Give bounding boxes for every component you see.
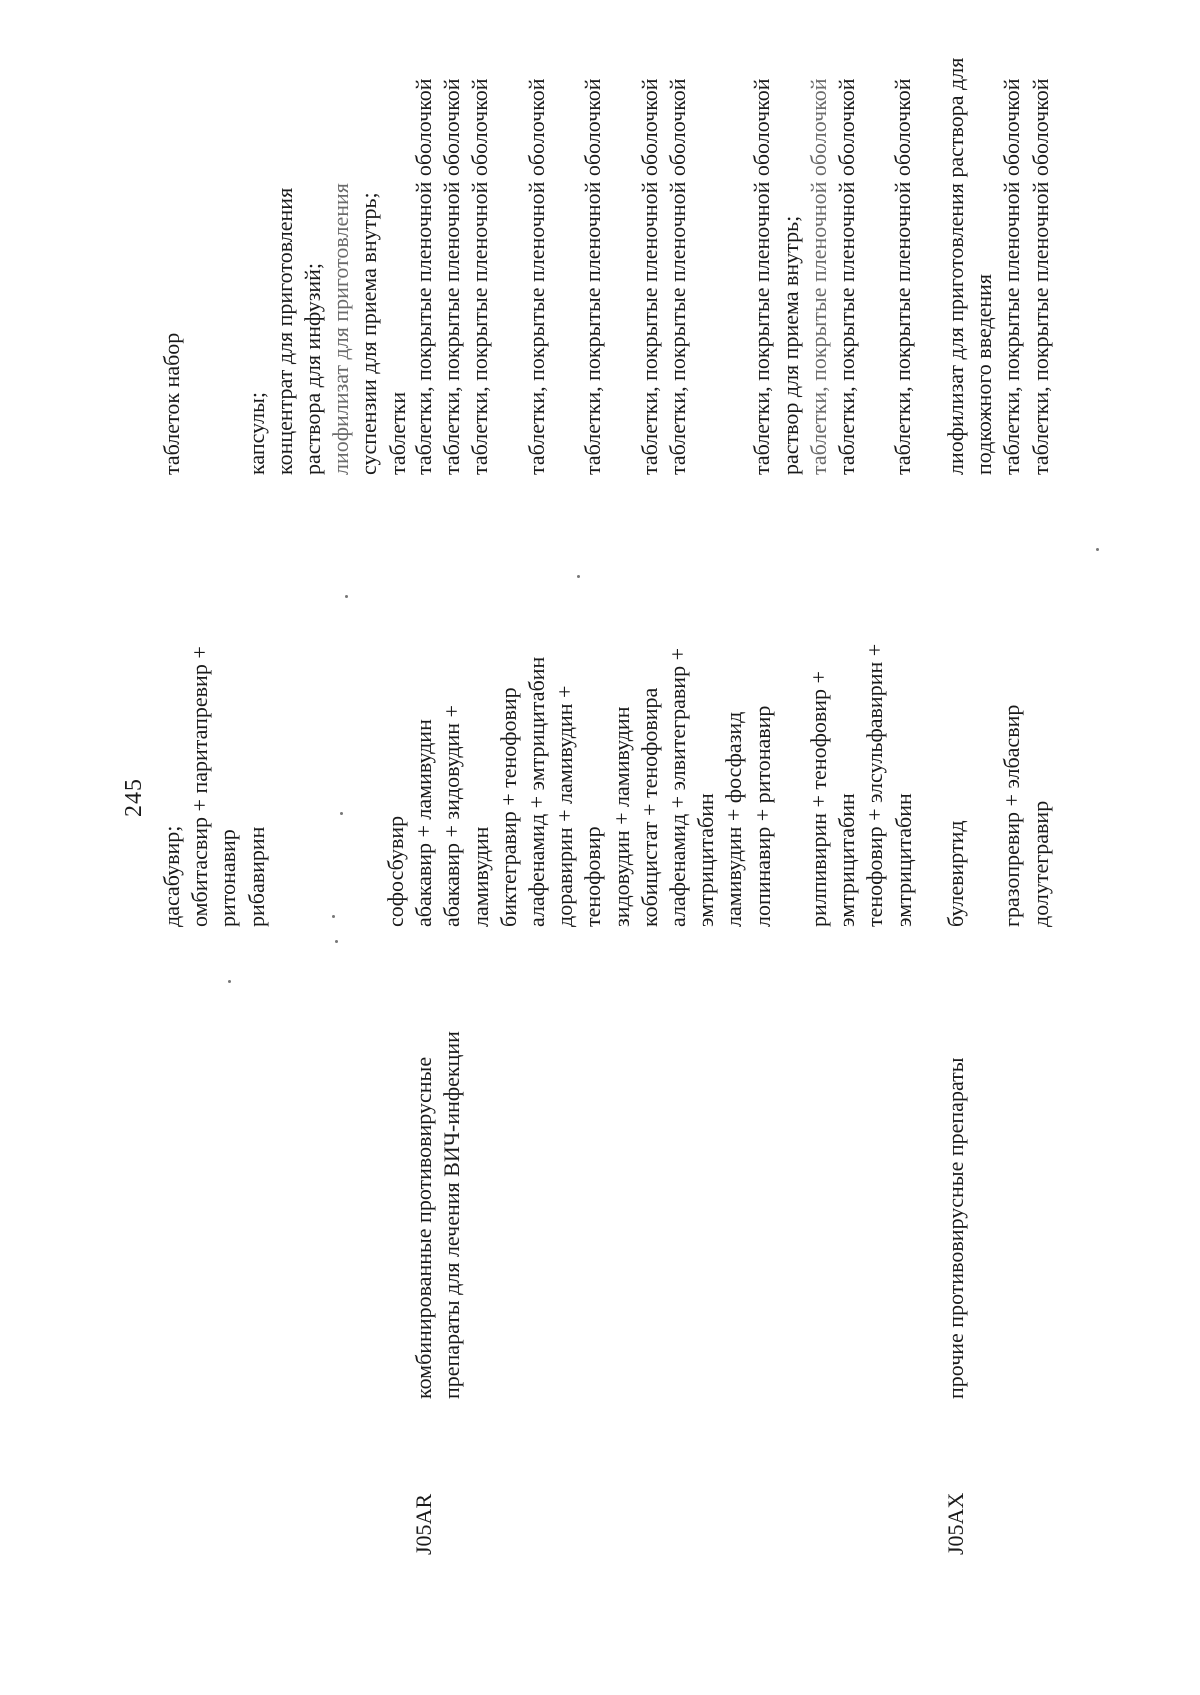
inn-line: дасабувир; xyxy=(159,825,184,927)
inn-cell xyxy=(158,497,271,927)
group-line: комбинированные противовирусные xyxy=(411,1056,436,1399)
inn-line: доравирин + ламивудин + xyxy=(552,685,578,927)
form-line: раствор для приема внутрь; xyxy=(777,215,803,475)
form-line: лиофилизат для приготовления xyxy=(328,183,354,475)
form-line xyxy=(692,0,720,475)
form-line: таблетки, покрытые пленочной оболочкой xyxy=(749,78,775,475)
form-line: таблетки, покрытые пленочной оболочкой xyxy=(664,78,690,475)
inn-line: абакавир + зидовудин + xyxy=(439,705,465,927)
inn-cell xyxy=(383,497,918,927)
form-line xyxy=(551,0,579,475)
inn-line: гразопревир + элбасвир xyxy=(999,704,1025,927)
inn-line: алафенамид + эмтрицитабин xyxy=(524,656,550,927)
inn-line: тенофовир xyxy=(580,826,606,927)
dosage-form-cell xyxy=(158,0,412,475)
form-line: таблеток набор xyxy=(159,332,184,475)
dosage-form-cell xyxy=(942,0,1055,475)
inn-line: алафенамид + элвитегравир + xyxy=(665,648,691,927)
inn-line: зидовудин + ламивудин xyxy=(608,706,634,927)
inn-line: ламивудин + фосфазид xyxy=(721,711,747,927)
group-line: прочие противовирусные препараты xyxy=(943,1057,968,1399)
form-line: таблетки, покрытые пленочной оболочкой xyxy=(580,78,606,475)
form-line xyxy=(720,0,748,475)
group-line: препараты для лечения ВИЧ-инфекции xyxy=(439,1031,465,1399)
form-line: подкожного введения xyxy=(971,273,997,475)
inn-line: эмтрицитабин xyxy=(890,793,916,927)
form-line: раствора для инфузий; xyxy=(300,262,326,475)
scan-speck xyxy=(577,575,580,578)
inn-line: рилпивирин + тенофовир + xyxy=(806,671,832,927)
pharmacological-group xyxy=(410,949,466,1399)
inn-line: абакавир + ламивудин xyxy=(411,719,437,927)
form-line: таблетки, покрытые пленочной оболочкой xyxy=(467,78,493,475)
atc-code: J05AX xyxy=(943,1492,968,1555)
scan-speck xyxy=(1096,548,1099,551)
inn-line: долутегравир xyxy=(1027,800,1053,927)
form-line xyxy=(861,0,889,475)
form-line: таблетки, покрытые пленочной оболочкой xyxy=(1027,78,1053,475)
inn-line: рибавирин xyxy=(243,826,269,927)
form-line: таблетки, покрытые пленочной оболочкой xyxy=(411,78,436,475)
scan-speck xyxy=(228,980,231,983)
form-line: таблетки, покрытые пленочной оболочкой xyxy=(439,78,465,475)
inn-line xyxy=(777,497,805,927)
form-line xyxy=(607,0,635,475)
inn-line: ламивудин xyxy=(467,826,493,927)
form-line xyxy=(186,0,214,475)
inn-line: кобицистат + тенофовира xyxy=(636,687,662,927)
page-number: 245 xyxy=(121,778,147,817)
scan-speck xyxy=(340,812,343,815)
form-line: лиофилизат для приготовления раствора для xyxy=(943,57,968,475)
inn-line: булевиртид xyxy=(943,820,968,927)
scan-speck xyxy=(335,940,338,943)
inn-line xyxy=(970,497,998,927)
inn-line: эмтрицитабин xyxy=(693,793,719,927)
form-line: таблетки, покрытые пленочной оболочкой xyxy=(523,78,549,475)
form-line: таблетки, покрытые пленочной оболочкой xyxy=(636,78,662,475)
form-line: таблетки, покрытые пленочной оболочкой xyxy=(805,78,831,475)
scan-speck xyxy=(345,595,348,598)
inn-line: тенофовир + элсульфавирин + xyxy=(862,643,888,927)
form-line: суспензии для приема внутрь; xyxy=(356,192,382,475)
form-line: таблетки, покрытые пленочной оболочкой xyxy=(999,78,1025,475)
inn-line: ритонавир xyxy=(215,829,241,927)
rotated-table-content xyxy=(0,57,1200,1695)
inn-line: биктегравир + тенофовир xyxy=(495,687,521,927)
dosage-form-cell xyxy=(410,0,946,475)
inn-cell xyxy=(942,497,1055,927)
inn-line: омбитасвир + паритапревир + xyxy=(187,646,213,927)
pharmacological-group xyxy=(942,949,970,1399)
scan-speck xyxy=(332,915,335,918)
form-line: таблетки, покрытые пленочной оболочкой xyxy=(890,78,916,475)
inn-line: эмтрицитабин xyxy=(834,793,860,927)
form-line xyxy=(495,0,523,475)
atc-code: J05AR xyxy=(411,1493,436,1555)
form-line: концентрат для приготовления xyxy=(271,187,297,475)
form-line: таблетки xyxy=(384,391,410,475)
inn-line: софосбувир xyxy=(383,815,408,927)
form-line: капсулы; xyxy=(243,392,269,475)
form-line: таблетки, покрытые пленочной оболочкой xyxy=(834,78,860,475)
inn-line: лопинавир + ритонавир xyxy=(749,705,775,927)
form-line xyxy=(214,0,242,475)
